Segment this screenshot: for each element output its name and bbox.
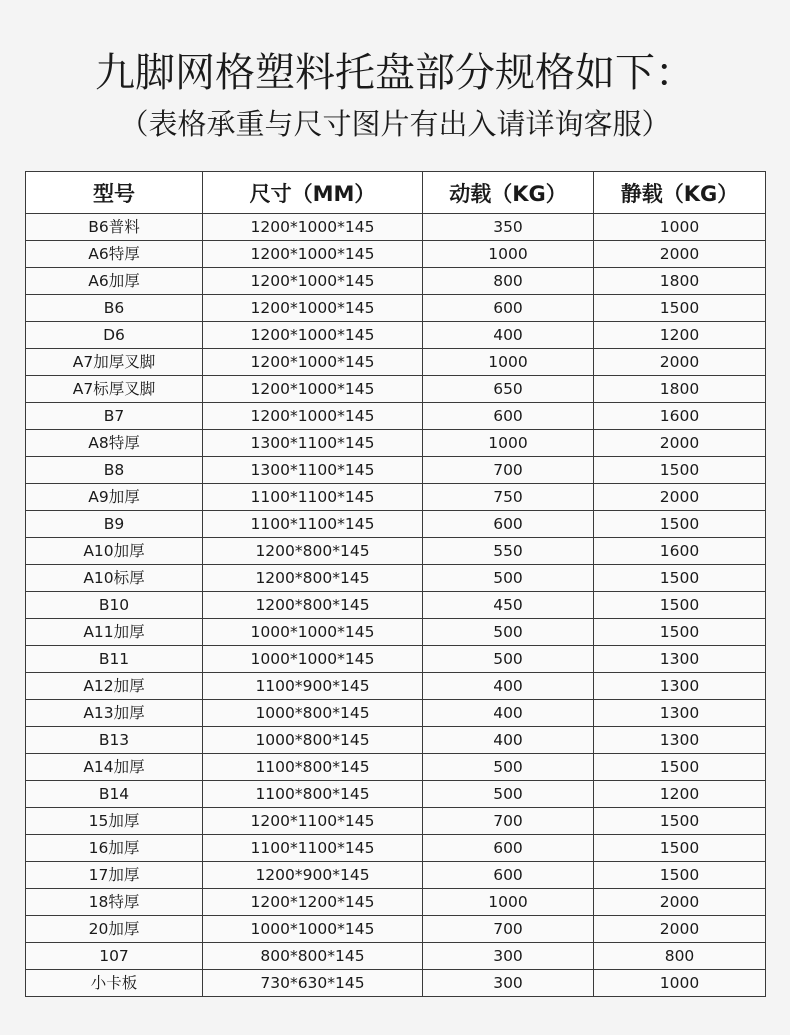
cell-static-load: 1500 [594,619,766,646]
cell-dynamic-load: 500 [423,646,594,673]
cell-static-load: 800 [594,943,766,970]
cell-size: 1200*900*145 [203,862,423,889]
cell-static-load: 1600 [594,538,766,565]
table-row [26,268,766,295]
cell-dynamic-load: 700 [423,457,594,484]
cell-static-load: 1500 [594,295,766,322]
table-row [26,619,766,646]
header-static-load: 静载（KG） [594,172,766,214]
cell-size: 1200*1000*145 [203,241,423,268]
table-row [26,862,766,889]
cell-size: 1200*1100*145 [203,808,423,835]
cell-static-load: 1500 [594,754,766,781]
cell-dynamic-load: 550 [423,538,594,565]
cell-model: B9 [26,511,203,538]
cell-size: 1100*1100*145 [203,511,423,538]
table-row [26,484,766,511]
cell-size: 1200*1000*145 [203,214,423,241]
cell-model: A14加厚 [26,754,203,781]
cell-size: 730*630*145 [203,970,423,997]
table-row [26,430,766,457]
cell-static-load: 1500 [594,511,766,538]
cell-dynamic-load: 500 [423,754,594,781]
cell-model: A10标厚 [26,565,203,592]
cell-model: A11加厚 [26,619,203,646]
cell-dynamic-load: 1000 [423,889,594,916]
cell-size: 1200*1000*145 [203,295,423,322]
table-row [26,943,766,970]
cell-dynamic-load: 1000 [423,241,594,268]
page-subtitle: （表格承重与尺寸图片有出入请详询客服） [119,107,671,141]
cell-dynamic-load: 600 [423,511,594,538]
cell-static-load: 1500 [594,457,766,484]
table-row [26,835,766,862]
cell-size: 1300*1100*145 [203,430,423,457]
cell-model: B7 [26,403,203,430]
cell-model: 17加厚 [26,862,203,889]
table-row [26,403,766,430]
cell-static-load: 1500 [594,808,766,835]
table-row [26,214,766,241]
cell-dynamic-load: 400 [423,700,594,727]
cell-dynamic-load: 600 [423,403,594,430]
cell-size: 1200*800*145 [203,592,423,619]
cell-dynamic-load: 300 [423,943,594,970]
cell-size: 1100*800*145 [203,781,423,808]
cell-model: A8特厚 [26,430,203,457]
cell-size: 1100*1100*145 [203,835,423,862]
cell-model: A7加厚叉脚 [26,349,203,376]
table-row [26,295,766,322]
cell-size: 1000*800*145 [203,700,423,727]
cell-dynamic-load: 400 [423,322,594,349]
cell-size: 1200*800*145 [203,538,423,565]
cell-dynamic-load: 600 [423,862,594,889]
table-row [26,511,766,538]
table-row [26,565,766,592]
cell-static-load: 1200 [594,781,766,808]
table-body [26,214,766,997]
table-row [26,322,766,349]
table-row [26,889,766,916]
table-row [26,700,766,727]
cell-size: 1200*1200*145 [203,889,423,916]
cell-dynamic-load: 1000 [423,430,594,457]
cell-model: 15加厚 [26,808,203,835]
table-row [26,592,766,619]
cell-dynamic-load: 500 [423,781,594,808]
cell-static-load: 1500 [594,565,766,592]
cell-model: A7标厚叉脚 [26,376,203,403]
table-row [26,754,766,781]
cell-model: A9加厚 [26,484,203,511]
cell-model: D6 [26,322,203,349]
cell-model: A12加厚 [26,673,203,700]
cell-static-load: 2000 [594,241,766,268]
cell-static-load: 1500 [594,835,766,862]
cell-size: 1000*1000*145 [203,619,423,646]
cell-static-load: 1000 [594,970,766,997]
table-row [26,457,766,484]
cell-static-load: 1300 [594,700,766,727]
cell-size: 1300*1100*145 [203,457,423,484]
cell-dynamic-load: 500 [423,565,594,592]
table-row [26,538,766,565]
cell-model: B11 [26,646,203,673]
table-row [26,727,766,754]
cell-model: A6特厚 [26,241,203,268]
cell-static-load: 1300 [594,727,766,754]
cell-model: B13 [26,727,203,754]
cell-model: B14 [26,781,203,808]
cell-model: B8 [26,457,203,484]
table-header-row [26,172,766,214]
cell-dynamic-load: 700 [423,916,594,943]
cell-static-load: 1500 [594,862,766,889]
cell-size: 1100*900*145 [203,673,423,700]
cell-static-load: 1300 [594,646,766,673]
cell-dynamic-load: 650 [423,376,594,403]
cell-dynamic-load: 750 [423,484,594,511]
cell-dynamic-load: 800 [423,268,594,295]
cell-size: 1100*1100*145 [203,484,423,511]
cell-size: 1000*1000*145 [203,646,423,673]
cell-model: 16加厚 [26,835,203,862]
cell-static-load: 2000 [594,889,766,916]
cell-static-load: 2000 [594,430,766,457]
cell-dynamic-load: 300 [423,970,594,997]
cell-model: 小卡板 [26,970,203,997]
cell-model: B6普料 [26,214,203,241]
cell-model: 20加厚 [26,916,203,943]
cell-size: 1200*1000*145 [203,403,423,430]
table-row [26,241,766,268]
cell-size: 1200*1000*145 [203,322,423,349]
table-row [26,916,766,943]
cell-model: B10 [26,592,203,619]
cell-model: 18特厚 [26,889,203,916]
cell-size: 1100*800*145 [203,754,423,781]
cell-size: 1200*1000*145 [203,376,423,403]
cell-model: A6加厚 [26,268,203,295]
cell-static-load: 2000 [594,349,766,376]
cell-size: 800*800*145 [203,943,423,970]
cell-dynamic-load: 350 [423,214,594,241]
cell-size: 1200*1000*145 [203,268,423,295]
cell-dynamic-load: 400 [423,673,594,700]
table-row [26,781,766,808]
cell-model: B6 [26,295,203,322]
cell-static-load: 1200 [594,322,766,349]
cell-dynamic-load: 500 [423,619,594,646]
cell-dynamic-load: 450 [423,592,594,619]
cell-model: 107 [26,943,203,970]
header-size: 尺寸（MM） [203,172,423,214]
table-row [26,646,766,673]
table-row [26,376,766,403]
cell-static-load: 1000 [594,214,766,241]
spec-table [25,171,766,997]
cell-static-load: 1600 [594,403,766,430]
cell-dynamic-load: 600 [423,835,594,862]
table-row [26,673,766,700]
cell-static-load: 1800 [594,376,766,403]
cell-dynamic-load: 400 [423,727,594,754]
table-row [26,349,766,376]
cell-static-load: 2000 [594,484,766,511]
cell-static-load: 1800 [594,268,766,295]
cell-dynamic-load: 600 [423,295,594,322]
table-row [26,970,766,997]
header-dynamic-load: 动载（KG） [423,172,594,214]
cell-dynamic-load: 1000 [423,349,594,376]
cell-size: 1000*800*145 [203,727,423,754]
cell-model: A13加厚 [26,700,203,727]
page-title: 九脚网格塑料托盘部分规格如下： [95,50,695,96]
table-row [26,808,766,835]
cell-size: 1000*1000*145 [203,916,423,943]
cell-size: 1200*800*145 [203,565,423,592]
cell-static-load: 2000 [594,916,766,943]
cell-model: A10加厚 [26,538,203,565]
cell-static-load: 1500 [594,592,766,619]
cell-size: 1200*1000*145 [203,349,423,376]
cell-static-load: 1300 [594,673,766,700]
header-model: 型号 [26,172,203,214]
cell-dynamic-load: 700 [423,808,594,835]
